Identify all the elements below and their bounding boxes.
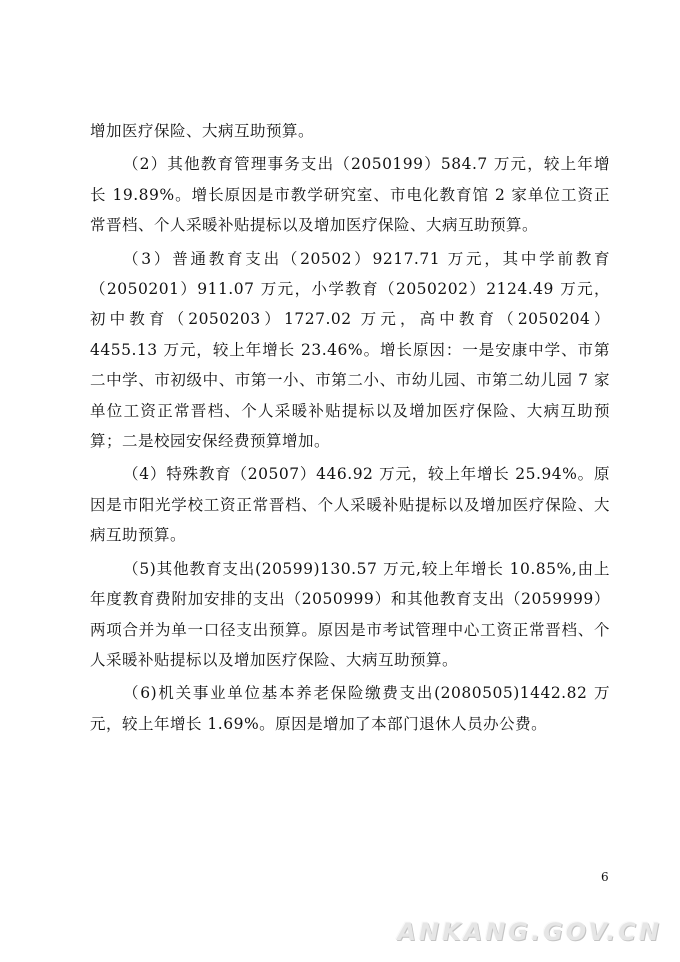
document-body — [90, 116, 610, 742]
paragraph-item-6: （6)机关事业单位基本养老保险缴费支出(2080505)1442.82 万元，较上年增长 1.69%。原因是增加了本部门退休人员办公费。 — [90, 684, 610, 733]
paragraph-continuation: 增加医疗保险、大病互助预算。 — [90, 122, 315, 140]
paragraph-item-4: （4）特殊教育（20507）446.92 万元，较上年增长 25.94%。原因是市阳光学校工资正常晋档、个人采暖补贴提标以及增加医疗保险、大病互助预算。 — [90, 465, 610, 545]
watermark: ANKANG.GOV.CN — [397, 918, 662, 946]
paragraph-item-5: （5)其他教育支出(20599)130.57 万元,较上年增长 10.85%,由上年度教育费附加安排的支出（2050999）和其他教育支出（2059999）两项合并为单一口径支出预算。原因是市考试管理中心工资正常晋档、个人采暖补贴提标以及增加医疗保险、大病互助预算。 — [90, 559, 610, 669]
page-number: 6 — [601, 870, 609, 884]
paragraph-item-3: （3）普通教育支出（20502）9217.71 万元，其中学前教育（2050201）911.07 万元，小学教育（2050202）2124.49 万元，初中教育（2050203）1727.02 万元，高中教育（2050204）4455.13 万元，较上年增长 23.46%。增长原因：一是安康中学、市第二中学、市初级中、市第一小、市第二小、市幼儿园、市第二幼儿园 7 家单位工资正常晋档、个人采暖补贴提标以及增加医疗保险、大病互助预算；二是校园安保经费预算增加。 — [90, 249, 610, 451]
paragraph-item-2: （2）其他教育管理事务支出（2050199）584.7 万元，较上年增长 19.89%。增长原因是市教学研究室、市电化教育馆 2 家单位工资正常晋档、个人采暖补贴提标以及增加医疗保险、大病互助预算。 — [90, 155, 610, 235]
